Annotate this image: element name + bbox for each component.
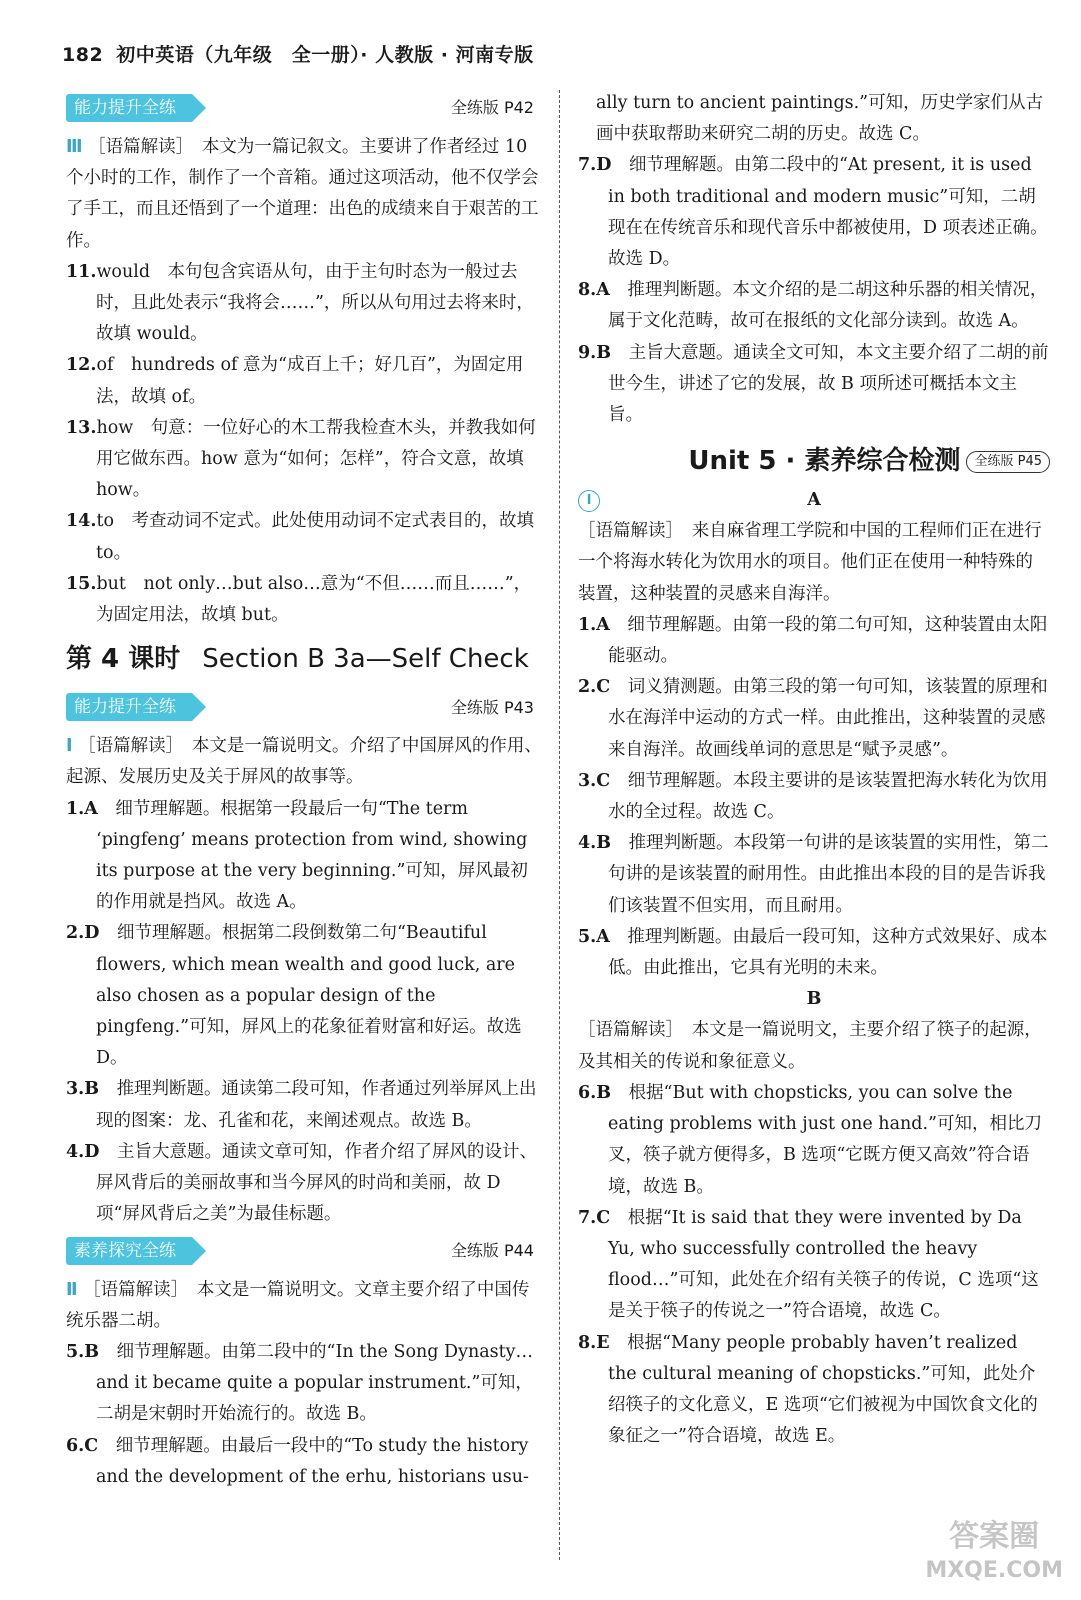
- column-divider: [559, 90, 560, 1560]
- banner-p44: [66, 1233, 544, 1269]
- banner-ref: 全练版 P43: [450, 697, 534, 717]
- site-watermark: 答案圈 MXQE.COM: [925, 1519, 1063, 1583]
- answer-item: 3.B 推理判断题。通读第二段可知，作者通过列举屏风上出现的图案：龙、孔雀和花，来阐述观点。故选 B。: [66, 1079, 537, 1131]
- answer-item: 4.B 推理判断题。本段第一句讲的是该装置的实用性，第二句讲的是该装置的耐用性。由此推出本段的目的是告诉我们该装置不但实用，而且耐用。: [578, 833, 1049, 916]
- answer-item: 14.to 考查动词不定式。此处使用动词不定式表目的，故填 to。: [66, 511, 535, 563]
- answer-item: 6.C 细节理解题。由最后一段中的“To study the history and the development of the erhu, historians usu-: [66, 1435, 529, 1487]
- part-a-row: [578, 485, 1050, 516]
- answer-item: 9.B 主旨大意题。通读全文可知，本文主要介绍了二胡的前世今生，讲述了它的发展，故 B 项所述可概括本文主旨。: [578, 342, 1049, 426]
- page-number: 182: [62, 44, 104, 66]
- answer-item: 12.of hundreds of 意为“成百上千；好几百”，为固定用法，故填 of。: [66, 355, 524, 407]
- answer-item: 4.D 主旨大意题。通读文章可知，作者介绍了屏风的设计、屏风背后的美丽故事和当今屏风的时尚和美丽，故 D 项“屏风背后之美”为最佳标题。: [66, 1141, 537, 1225]
- answer-item: 7.C 根据“It is said that they were invented by Da Yu, who successfully controlled the heavy flood…”可知，此处在介绍有关筷子的传说，C 选项“这是关于筷子的传说之一”符合语境，故选 C。: [578, 1207, 1039, 1322]
- passage-intro: ［语篇解读］ 本文是一篇说明文，主要介绍了筷子的起源，及其相关的传说和象征意义。: [578, 1020, 1042, 1072]
- roman-numeral: Ⅲ: [66, 137, 83, 157]
- unit-heading: [578, 441, 1050, 481]
- section-heading: [66, 639, 544, 679]
- answer-item: 2.D 细节理解题。根据第二段倒数第二句“Beautiful flowers, which mean wealth and good luck, are also chosen as a popular design of the pingfeng.”可知，屏风上的花象征着财富和好运。故选 D。: [66, 923, 522, 1069]
- banner-ref: 全练版 P44: [450, 1240, 534, 1260]
- answer-item: 6.B 根据“But with chopsticks, you can solve the eating problems with just one hand.”可知，相比刀叉，筷子就方便得多，B 选项“它既方便又高效”符合语境，故选 B。: [578, 1082, 1042, 1197]
- answer-item: 2.C 词义猜测题。由第三段的第一句可知，该装置的原理和水在海洋中运动的方式一样。由此推出，这种装置的灵感来自海洋。故画线单词的意思是“赋予灵感”。: [578, 677, 1048, 760]
- banner-p42: [66, 90, 544, 126]
- banner-p43: [66, 689, 544, 725]
- answer-item: 15.but not only…but also…意为“不但……而且……”，为固定用法，故填 but。: [66, 573, 532, 626]
- roman-numeral: Ⅱ: [66, 1279, 78, 1300]
- banner-label: 能力提升全练: [66, 94, 192, 122]
- book-title: 初中英语（九年级 全一册）· 人教版 · 河南专版: [116, 44, 534, 66]
- banner-label: 能力提升全练: [66, 693, 192, 721]
- part-label: B: [806, 989, 822, 1010]
- continued-text: ally turn to ancient paintings.”可知，历史学家们从古画中获取帮助来研究二胡的历史。故选 C。: [596, 93, 1044, 145]
- unit-title: Unit 5 · 素养综合检测: [688, 446, 961, 477]
- section-title: Section B 3a—Self Check: [202, 644, 529, 675]
- roman-numeral: Ⅰ: [66, 736, 73, 757]
- lesson-number: 第 4 课时: [66, 644, 181, 675]
- passage-intro: ［语篇解读］ 来自麻省理工学院和中国的工程师们正在进行一个将海水转化为饮用水的项目。他们正在使用一种特殊的装置，这种装置的灵感来自海洋。: [578, 521, 1042, 604]
- answer-item: 3.C 细节理解题。本段主要讲的是该装置把海水转化为饮用水的全过程。故选 C。: [578, 770, 1048, 823]
- unit-ref-tag: 全练版 P45: [966, 451, 1050, 473]
- part-label: A: [807, 490, 821, 511]
- passage-intro: Ⅱ ［语篇解读］ 本文是一篇说明文。文章主要介绍了中国传统乐器二胡。: [66, 1279, 530, 1331]
- answer-item: 5.A 推理判断题。由最后一段可知，这种方式效果好、成本低。由此推出，它具有光明的未来。: [578, 926, 1048, 979]
- answer-item: 8.A 推理判断题。本文介绍的是二胡这种乐器的相关情况，属于文化范畴，故可在报纸的文化部分读到。故选 A。: [578, 280, 1048, 332]
- answer-item: 11.would 本句包含宾语从句，由于主句时态为一般过去时，且此处表示“我将会……”，所以从句用过去将来时，故填 would。: [66, 261, 534, 345]
- answer-item: 7.D 细节理解题。由第二段中的“At present, it is used in both traditional and modern music”可知，二胡现在在传统音乐和现代音乐中都被使用，D 项表述正确。故选 D。: [578, 155, 1048, 270]
- answer-item: 1.A 细节理解题。根据第一段最后一句“The term ‘pingfeng’ means protection from wind, showing its purpose at the very beginning.”可知，屏风最初的作用就是挡风。故选 A。: [66, 798, 528, 913]
- answer-item: 8.E 根据“Many people probably haven’t realized the cultural meaning of chopsticks.”可知，此处介绍筷子的文化意义，E 选项“它们被视为中国饮食文化的象征之一”符合语境，故选 E。: [578, 1332, 1038, 1447]
- passage-intro: Ⅲ ［语篇解读］ 本文为一篇记叙文。主要讲了作者经过 10 个小时的工作，制作了一个音箱。通过这项活动，他不仅学会了手工，而且还悟到了一个道理：出色的成绩来自于艰苦的工作。: [66, 137, 539, 251]
- left-column: [66, 88, 544, 1493]
- answer-item: 13.how 句意：一位好心的木工帮我检查木头，并教我如何用它做东西。how 意为“如何；怎样”，符合文意，故填 how。: [66, 417, 536, 501]
- right-column: [578, 88, 1050, 1452]
- passage-intro: Ⅰ ［语篇解读］ 本文是一篇说明文。介绍了中国屏风的作用、起源、发展历史及关于屏风的故事等。: [66, 736, 542, 788]
- roman-numeral-circle: I: [578, 490, 600, 512]
- page-header: [62, 40, 534, 67]
- banner-ref: 全练版 P42: [450, 98, 534, 118]
- answer-item: 5.B 细节理解题。由第二段中的“In the Song Dynasty…and it became quite a popular instrument.”可知，二胡是宋朝时开始流行的。故选 B。: [66, 1341, 534, 1425]
- banner-label: 素养探究全练: [66, 1237, 192, 1265]
- answer-item: 1.A 细节理解题。由第一段的第二句可知，这种装置由太阳能驱动。: [578, 614, 1048, 667]
